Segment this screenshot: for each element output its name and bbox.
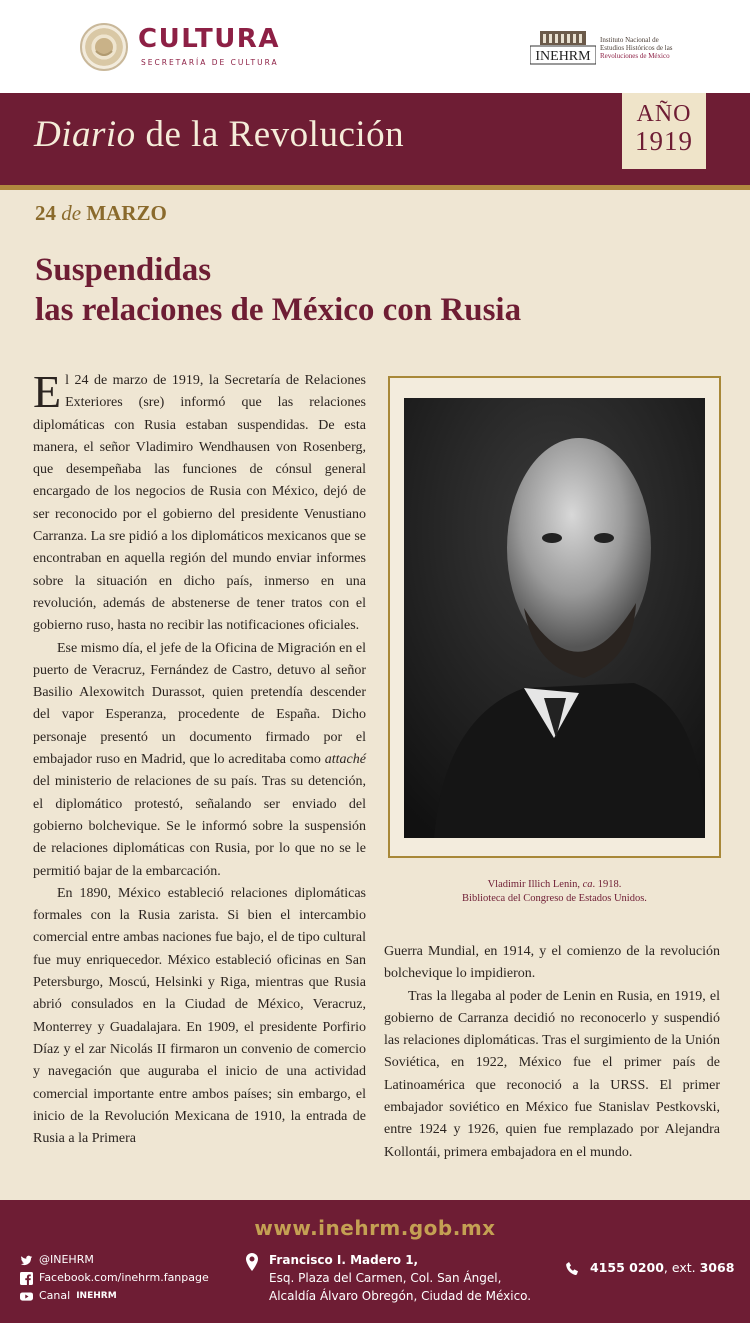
date-day: 24 bbox=[35, 201, 56, 225]
gold-divider bbox=[0, 185, 750, 190]
series-title-italic: Diario bbox=[34, 114, 136, 155]
twitter-icon bbox=[20, 1254, 33, 1267]
caption-year: . 1918. bbox=[592, 879, 622, 890]
paragraph-2-italic: attaché bbox=[324, 752, 366, 768]
inehrm-logo-text: INEHRM bbox=[535, 49, 591, 64]
address-line-1: Francisco I. Madero 1, bbox=[269, 1253, 419, 1267]
paragraph-1-text: l 24 de marzo de 1919, la Secretaría de Relaciones Exteriores (sre) informó que las relaciones diplomáticas con Rusia estaban suspendidas. De esta manera, el señor Vladimiro Wendhausen von Rosenberg, que desempeñaba las funciones de cónsul general encargado de los negocios de Rusia con México, dejó de ser reconocido por el gobierno del presidente Venustiano Carranza. La sre pidió a los diplomáticos mexicanos que se encontraban en aquella región del mundo enviar informes sobre la situación en dicho país, inmerso en una revolución, además de abstenerse de tener tratos con el gobierno ruso, hasta no recibir las notificaciones oficiales. bbox=[33, 373, 366, 634]
drop-cap: E bbox=[33, 366, 62, 417]
address-line-3: Alcaldía Álvaro Obregón, Ciudad de México. bbox=[269, 1289, 532, 1303]
paragraph-2-text-b: del ministerio de relaciones de su país. Tras su detención, el diplomático protestó, señalando ser enviado del gobierno bolchevique. Se le informó sobre la suspensión de relaciones diplomáticas con Rusia, por lo que no se le permitió bajar de la embarcación. bbox=[33, 774, 366, 879]
youtube-label: Canal bbox=[39, 1289, 71, 1302]
twitter-link[interactable] bbox=[20, 1251, 209, 1269]
article-column-right bbox=[384, 941, 720, 1164]
address-line-2: Esq. Plaza del Carmen, Col. San Ángel, bbox=[269, 1271, 502, 1285]
article-column-left bbox=[33, 366, 366, 1150]
inehrm-logo bbox=[530, 31, 596, 65]
lenin-portrait-photo bbox=[404, 398, 705, 838]
caption-name: Vladimir Illich Lenin, bbox=[487, 879, 583, 890]
paragraph-1 bbox=[33, 366, 366, 638]
date-month: MARZO bbox=[86, 201, 167, 225]
date-de: de bbox=[61, 201, 82, 225]
paragraph-3-continued: Guerra Mundial, en 1914, y el comienzo de la revolución bolchevique lo impidieron. bbox=[384, 944, 720, 982]
phone-ext-label: , ext. bbox=[663, 1260, 696, 1275]
twitter-handle: @INEHRM bbox=[39, 1253, 94, 1266]
caption-line-1 bbox=[388, 878, 721, 892]
facebook-url: Facebook.com/inehrm.fanpage bbox=[39, 1271, 209, 1284]
facebook-icon bbox=[20, 1272, 33, 1285]
partner-line-1: Instituto Nacional de bbox=[600, 36, 659, 44]
headline-line-2: las relaciones de México con Rusia bbox=[35, 292, 522, 328]
youtube-channel: INEHRM bbox=[76, 1291, 117, 1301]
series-title bbox=[34, 113, 404, 156]
paragraph-2-text-a: Ese mismo día, el jefe de la Oficina de Migración en el puerto de Veracruz, Fernández de Castro, detuvo al señor Basilio Alexowitch Durassot, quien pretendía descender del vapor Esperanza, procedente de España. Dicho personaje presentó un documento firmado por el embajador ruso en Madrid, que lo acreditaba como bbox=[33, 640, 366, 768]
footer bbox=[0, 1200, 750, 1323]
caption-ca: ca bbox=[582, 879, 593, 890]
paragraph-4: Tras la llegaba al poder de Lenin en Rusia, en 1919, el gobierno de Carranza decidió no reconocerlo y suspendió las relaciones diplomáticas. Tras el surgimiento de la Unión Soviética, en 1922, México fue el primer país de Latinoamérica que reconoció a la URSS. El primer embajador soviético en México fue Stanislav Pestkovski, entre 1924 y 1926, quien fue remplazado por Alejandra Kollontái, primera embajadora en el mundo. bbox=[384, 988, 720, 1160]
brand-name: CULTURA bbox=[138, 24, 280, 54]
paragraph-2 bbox=[33, 638, 366, 883]
location-pin-icon bbox=[245, 1253, 259, 1271]
series-title-rest: de la Revolución bbox=[135, 114, 405, 155]
year-value: 1919 bbox=[635, 126, 693, 156]
photo-frame bbox=[388, 376, 721, 858]
website-link[interactable]: www.inehrm.gob.mx bbox=[254, 1216, 496, 1240]
social-links bbox=[20, 1251, 209, 1305]
top-header bbox=[0, 0, 750, 93]
caption-source: Biblioteca del Congreso de Estados Unidos. bbox=[462, 893, 647, 904]
article-date bbox=[35, 201, 167, 226]
youtube-link[interactable] bbox=[20, 1287, 209, 1305]
phone-number[interactable] bbox=[566, 1260, 734, 1276]
phone-ext: 3068 bbox=[699, 1260, 735, 1275]
partner-line-2: Estudios Históricos de las bbox=[600, 44, 673, 52]
brand-subtitle: SECRETARÍA DE CULTURA bbox=[141, 58, 279, 67]
youtube-icon bbox=[20, 1290, 33, 1303]
title-band bbox=[0, 93, 750, 185]
headline-line-1: Suspendidas bbox=[35, 252, 212, 288]
mexico-seal-logo bbox=[80, 23, 128, 71]
article-headline bbox=[35, 250, 715, 330]
paragraph-3: En 1890, México estableció relaciones diplomáticas formales con la Rusia zarista. Si bien el intercambio comercial entre ambas naciones fue bajo, el de tipo cultural fue muy enriquecedor. México estableció oficinas en San Petersburgo, Moscú, Helsinki y Riga, mientras que Rusia abrió consulados en la Ciudad de México, Veracruz, Monterrey y Guadalajara. En 1909, el presidente Porfirio Díaz y el zar Nicolás II firmaron un convenio de comercio y navegación que auguraba el inicio de una actividad comercial importante entre ambos países; sin embargo, el inicio de la Revolución Mexicana de 1910, la entrada de Rusia a la Primera bbox=[33, 885, 366, 1147]
facebook-link[interactable] bbox=[20, 1269, 209, 1287]
year-badge bbox=[622, 93, 706, 169]
phone-icon bbox=[566, 1262, 578, 1276]
address bbox=[247, 1251, 531, 1305]
year-label: AÑO bbox=[636, 101, 692, 127]
partner-name bbox=[600, 36, 720, 60]
partner-line-3: Revoluciones de México bbox=[600, 52, 670, 60]
photo-caption bbox=[388, 878, 721, 906]
phone-main: 4155 0200 bbox=[589, 1260, 664, 1275]
